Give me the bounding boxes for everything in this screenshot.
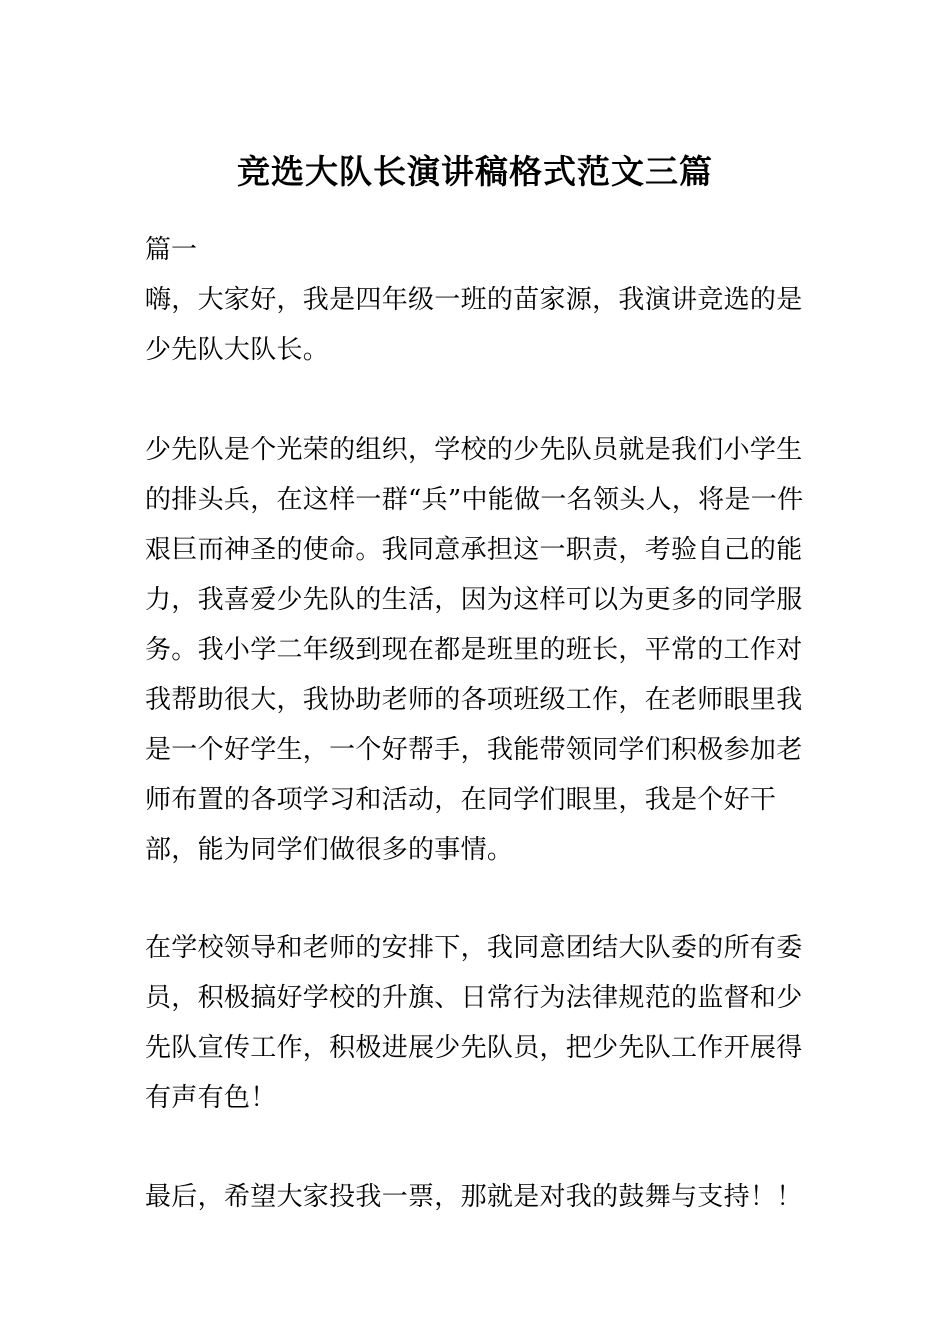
document-title: 竞选大队长演讲稿格式范文三篇	[237, 152, 713, 192]
section-label: 篇一	[145, 235, 198, 265]
paragraph-closing: 最后，希望大家投我一票，那就是对我的鼓舞与支持！！	[145, 1182, 803, 1212]
paragraph-greeting: 嗨，大家好，我是四年级一班的苗家源，我演讲竞选的是少先队大队长。	[145, 285, 803, 365]
paragraph-plans: 在学校领导和老师的安排下，我同意团结大队委的所有委员，积极搞好学校的升旗、日常行为法律规范的监督和少先队宣传工作，积极进展少先队员，把少先队工作开展得有声有色！	[145, 933, 803, 1113]
paragraph-about-pioneers: 少先队是个光荣的组织，学校的少先队员就是我们小学生的排头兵，在这样一群“兵”中能做一名领头人，将是一件艰巨而神圣的使命。我同意承担这一职责，考验自己的能力，我喜爱少先队的生活，因为这样可以为更多的同学服务。我小学二年级到现在都是班里的班长，平常的工作对我帮助很大，我协助老师的各项班级工作，在老师眼里我是一个好学生，一个好帮手，我能带领同学们积极参加老师布置的各项学习和活动，在同学们眼里，我是个好干部，能为同学们做很多的事情。	[145, 435, 804, 865]
